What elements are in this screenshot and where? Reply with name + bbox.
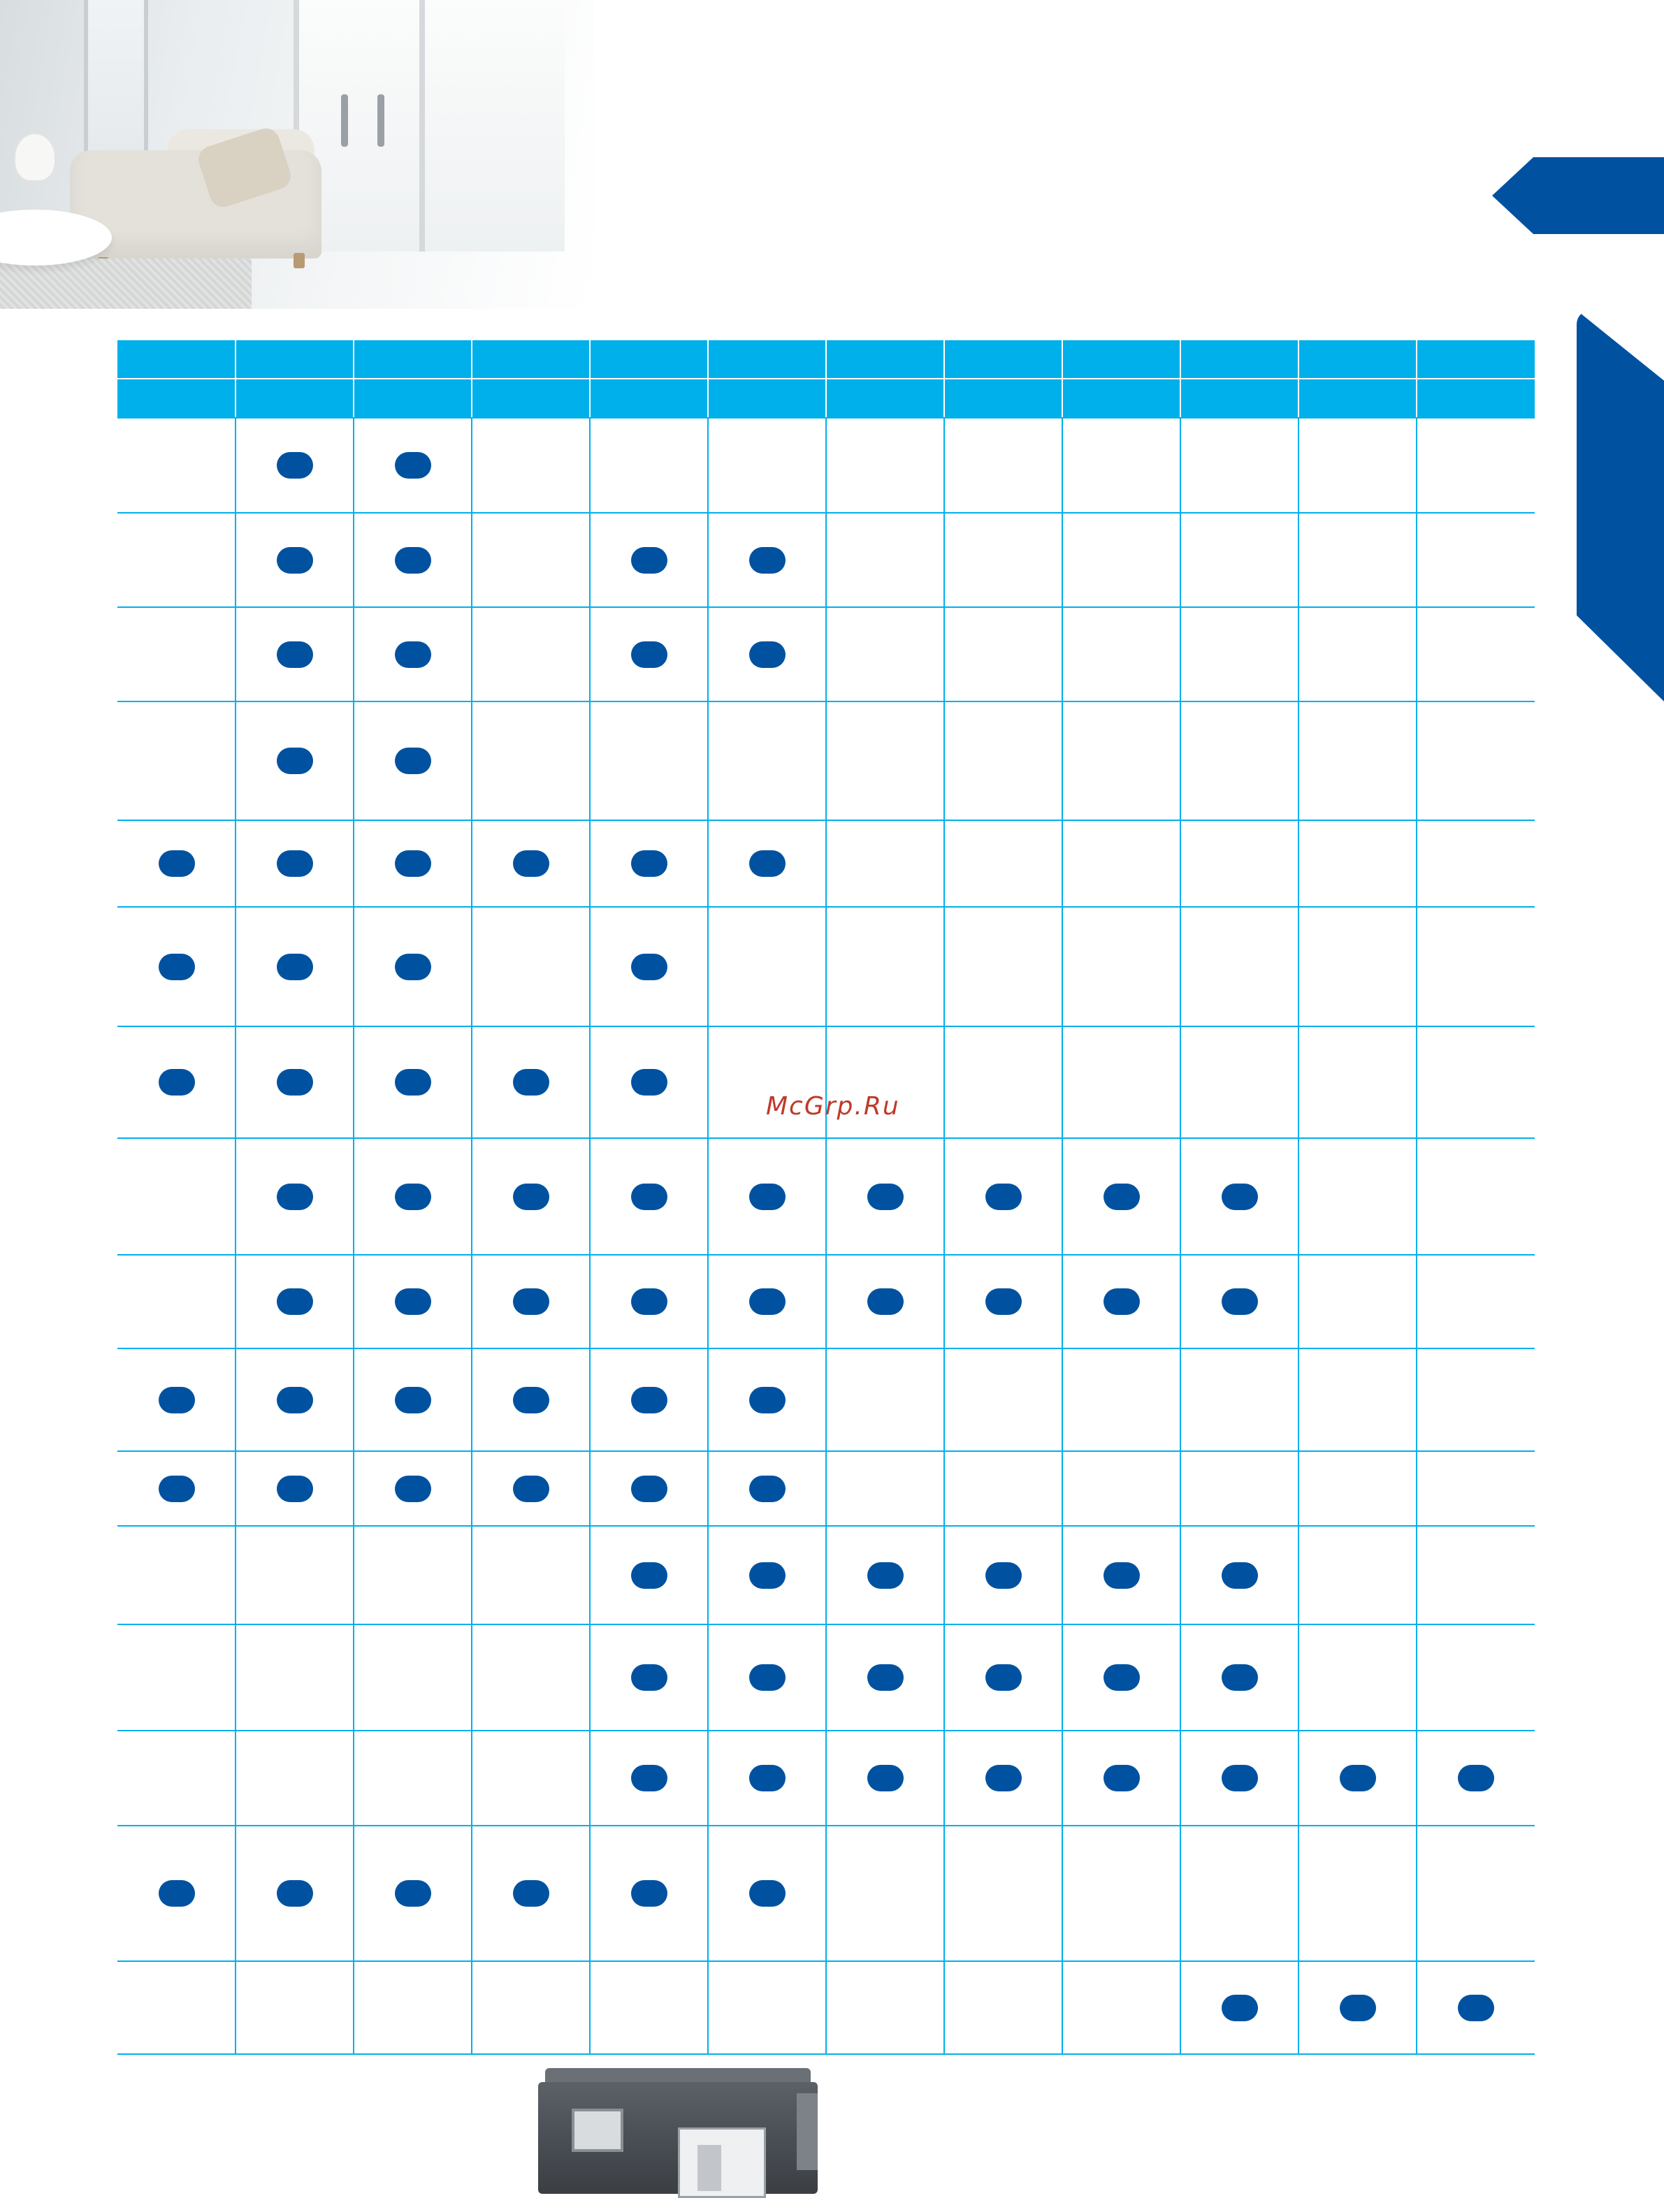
availability-dot xyxy=(277,954,313,980)
availability-dot xyxy=(277,1184,313,1210)
availability-dot xyxy=(631,1476,667,1502)
availability-dot xyxy=(867,1562,904,1589)
glass-door-graphic xyxy=(294,0,565,252)
availability-dot xyxy=(277,547,313,574)
table-grid-lines xyxy=(117,340,1535,2202)
availability-dot xyxy=(631,850,667,877)
chair-leg-graphic xyxy=(294,253,305,268)
availability-dot xyxy=(159,1880,195,1907)
availability-dot xyxy=(631,1562,667,1589)
availability-dot xyxy=(1222,1562,1258,1589)
availability-dot xyxy=(1340,1765,1376,1791)
availability-dot xyxy=(631,1765,667,1791)
availability-dot xyxy=(1222,1664,1258,1691)
availability-dot xyxy=(395,547,431,574)
availability-dot xyxy=(395,452,431,479)
availability-dot xyxy=(277,748,313,774)
availability-dot xyxy=(513,1387,549,1413)
availability-dot xyxy=(277,452,313,479)
availability-dot xyxy=(395,1069,431,1096)
availability-dot xyxy=(1104,1664,1140,1691)
availability-dot xyxy=(1104,1184,1140,1210)
availability-dot xyxy=(749,1880,786,1907)
availability-dot xyxy=(1222,1995,1258,2021)
unit-duct-flange xyxy=(797,2093,818,2170)
availability-dot xyxy=(1222,1288,1258,1315)
availability-dot xyxy=(867,1765,904,1791)
availability-dot xyxy=(277,1387,313,1413)
availability-dot xyxy=(749,1476,786,1502)
availability-dot xyxy=(395,641,431,668)
rug-graphic xyxy=(0,259,252,309)
availability-dot xyxy=(985,1765,1022,1791)
watermark: McGrp.Ru xyxy=(766,1092,900,1121)
availability-dot xyxy=(749,1288,786,1315)
unit-panel-insert xyxy=(697,2145,721,2191)
availability-dot xyxy=(867,1664,904,1691)
availability-dot xyxy=(159,1387,195,1413)
availability-dot xyxy=(395,748,431,774)
availability-dot xyxy=(749,1664,786,1691)
availability-dot xyxy=(277,850,313,877)
section-tab-marker xyxy=(1492,157,1664,234)
availability-dot xyxy=(513,1184,549,1210)
availability-dot xyxy=(749,547,786,574)
availability-dot xyxy=(395,1387,431,1413)
availability-dot xyxy=(631,954,667,980)
availability-dot xyxy=(985,1562,1022,1589)
availability-dot xyxy=(1222,1765,1258,1791)
availability-dot xyxy=(395,954,431,980)
availability-dot xyxy=(749,1184,786,1210)
availability-dot xyxy=(749,1387,786,1413)
living-room-photo xyxy=(0,0,594,309)
availability-dot xyxy=(749,641,786,668)
availability-dot xyxy=(867,1184,904,1210)
availability-dot xyxy=(277,1069,313,1096)
availability-dot xyxy=(1104,1765,1140,1791)
availability-dot xyxy=(749,1562,786,1589)
vase-graphic xyxy=(14,133,56,182)
availability-dot xyxy=(1340,1995,1376,2021)
availability-dot xyxy=(277,641,313,668)
availability-dot xyxy=(631,1069,667,1096)
availability-dot xyxy=(159,1069,195,1096)
unit-access-panel xyxy=(678,2127,766,2198)
door-frame-graphic xyxy=(419,0,425,252)
availability-dot xyxy=(749,1765,786,1791)
availability-dot xyxy=(631,1184,667,1210)
availability-dot xyxy=(277,1476,313,1502)
availability-dot xyxy=(395,850,431,877)
door-handle-graphic xyxy=(341,94,348,147)
availability-dot xyxy=(395,1184,431,1210)
ducted-unit-image xyxy=(538,2068,818,2205)
availability-dot xyxy=(159,850,195,877)
availability-dot xyxy=(1104,1562,1140,1589)
unit-fan-vent xyxy=(572,2109,623,2152)
availability-dot xyxy=(1458,1995,1494,2021)
availability-dot xyxy=(159,1476,195,1502)
availability-dot xyxy=(1458,1765,1494,1791)
availability-dot xyxy=(159,954,195,980)
availability-dot xyxy=(395,1288,431,1315)
availability-dot xyxy=(631,1880,667,1907)
availability-dot xyxy=(1104,1288,1140,1315)
compatibility-table xyxy=(117,340,1535,2202)
availability-dot xyxy=(513,1069,549,1096)
availability-dot xyxy=(867,1288,904,1315)
availability-dot xyxy=(513,850,549,877)
availability-dot xyxy=(631,547,667,574)
availability-dot xyxy=(631,1664,667,1691)
availability-dot xyxy=(395,1880,431,1907)
availability-dot xyxy=(985,1184,1022,1210)
availability-dot xyxy=(631,1288,667,1315)
availability-dot xyxy=(277,1880,313,1907)
side-tab-marker xyxy=(1577,310,1664,701)
availability-dot xyxy=(1222,1184,1258,1210)
availability-dot xyxy=(749,850,786,877)
availability-dot xyxy=(513,1880,549,1907)
availability-dot xyxy=(513,1476,549,1502)
door-handle-graphic xyxy=(377,94,384,147)
availability-dot xyxy=(277,1288,313,1315)
availability-dot xyxy=(985,1664,1022,1691)
availability-dot xyxy=(631,1387,667,1413)
availability-dot xyxy=(631,641,667,668)
availability-dot xyxy=(985,1288,1022,1315)
availability-dot xyxy=(513,1288,549,1315)
availability-dot xyxy=(395,1476,431,1502)
